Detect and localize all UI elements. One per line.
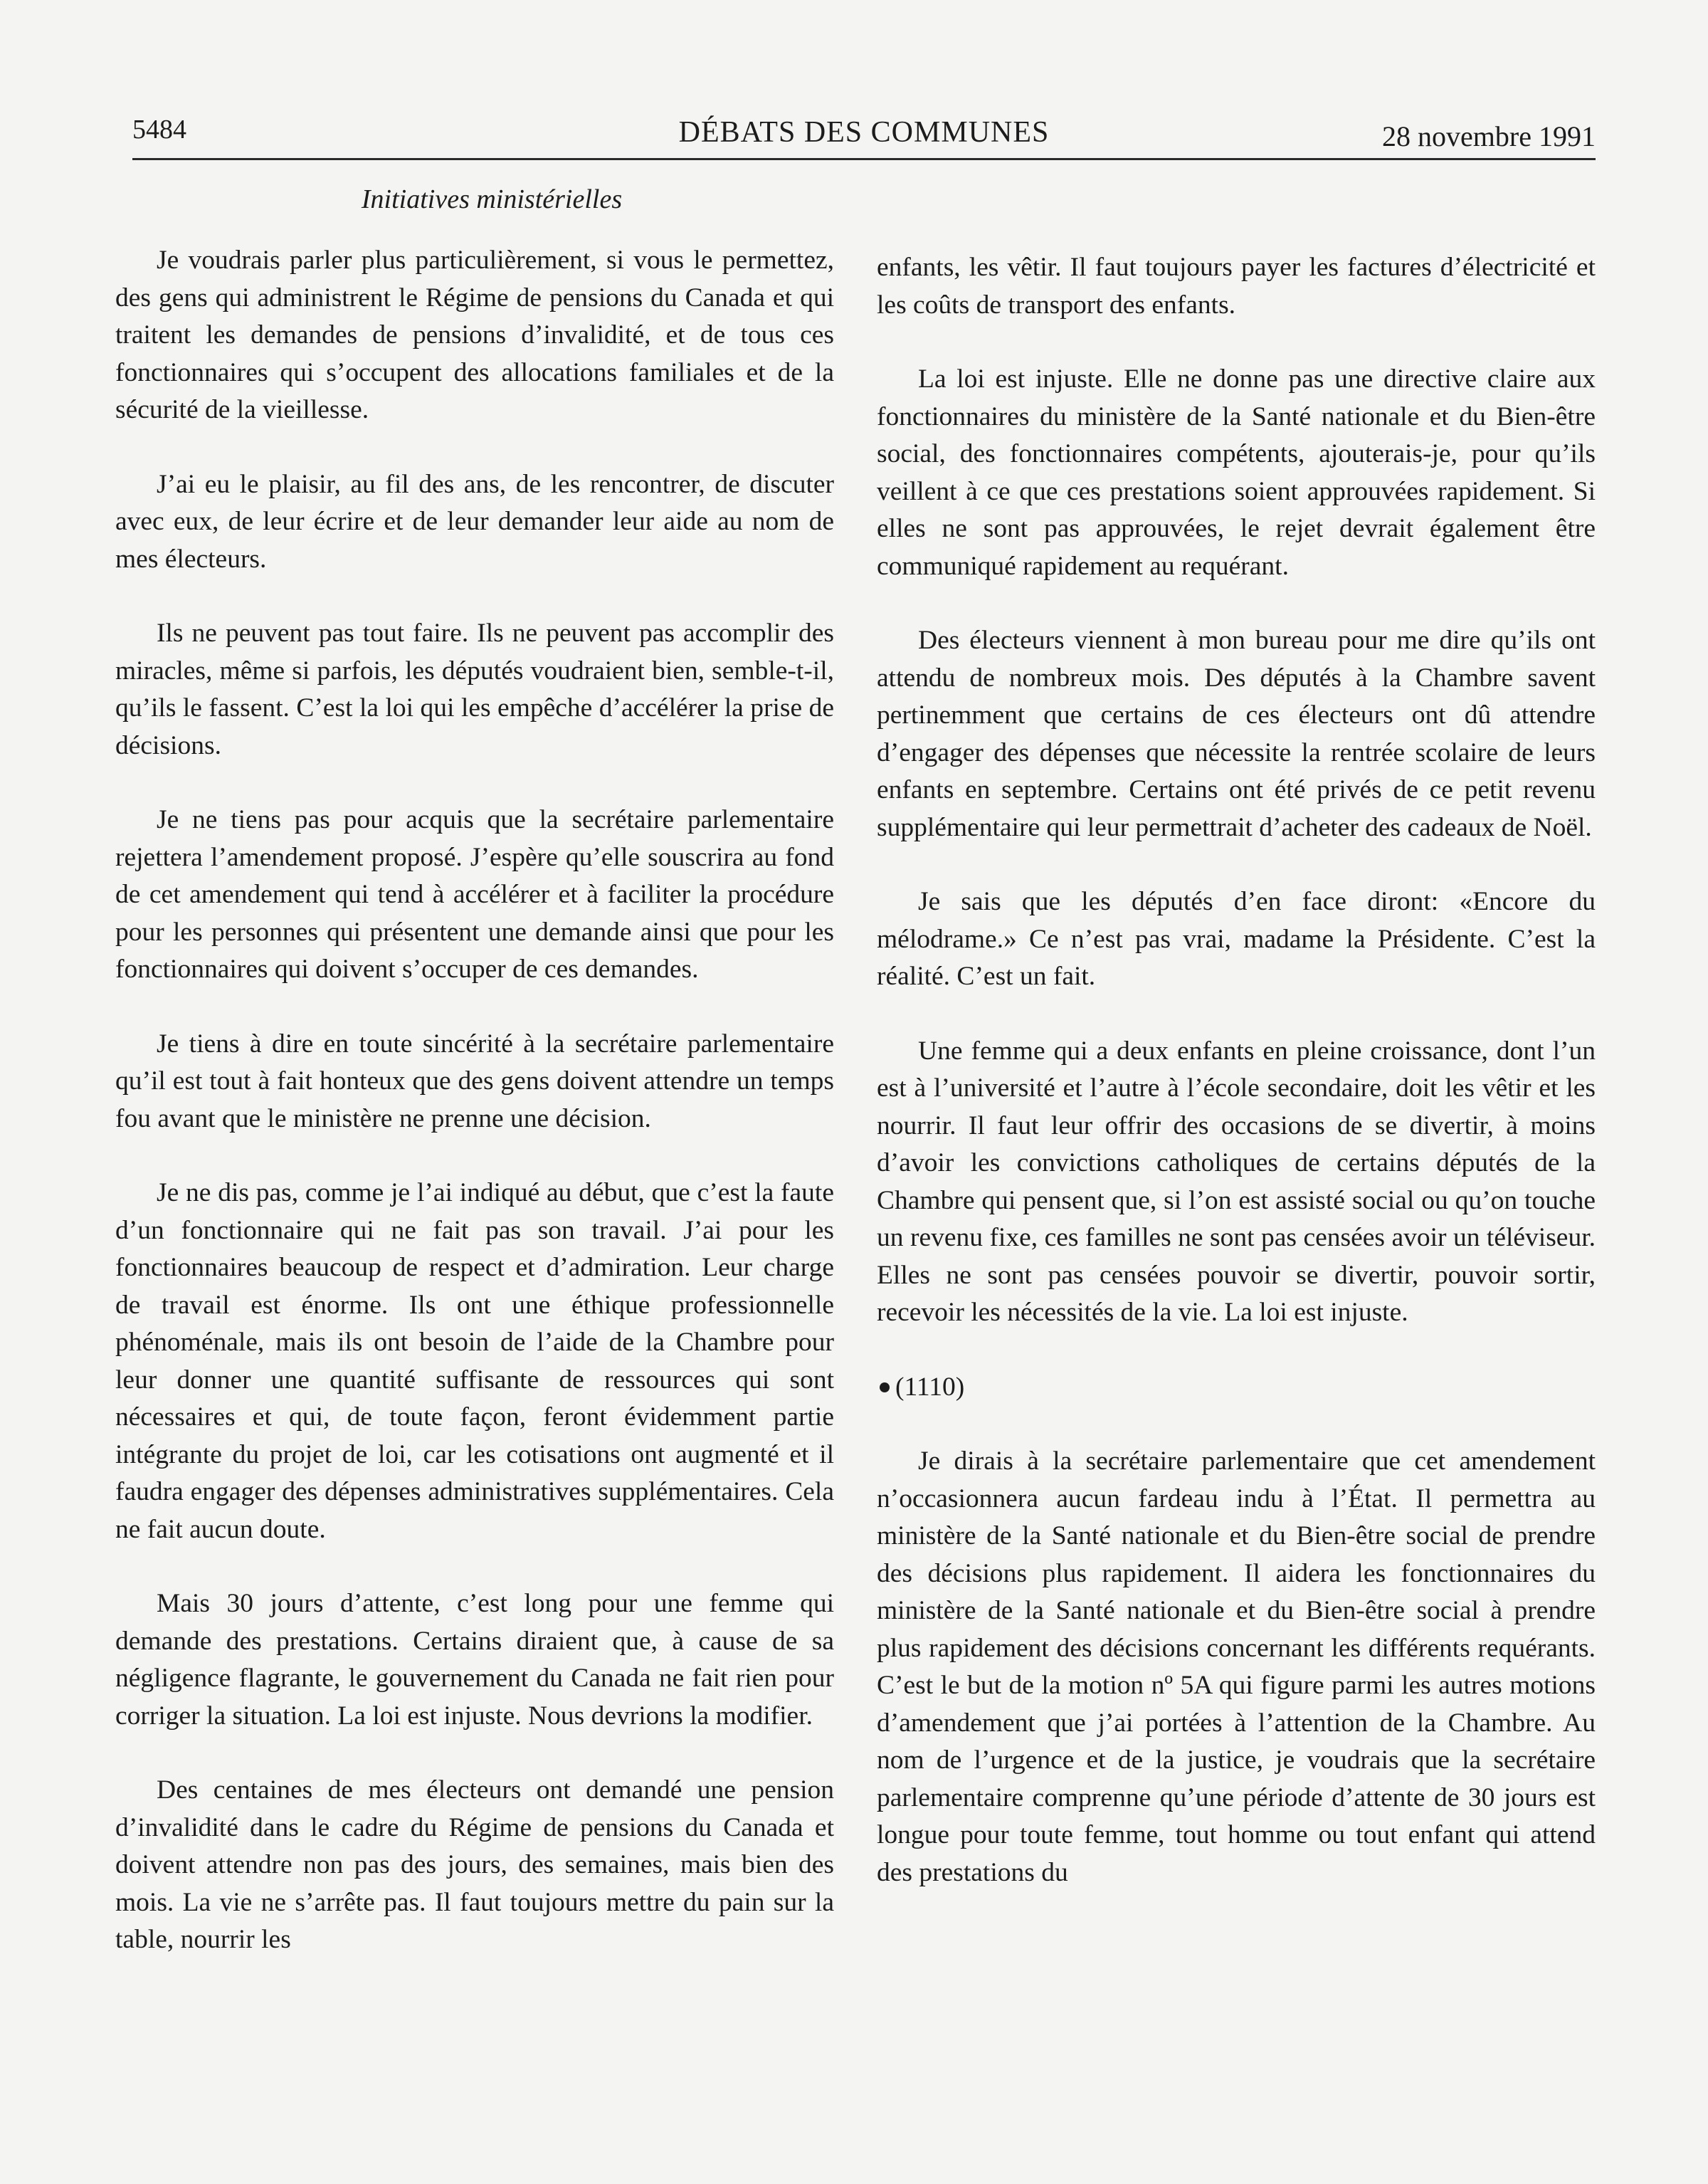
- section-title: Initiatives ministérielles: [361, 184, 623, 214]
- paragraph: Mais 30 jours d’attente, c’est long pour une femme qui demande des prestations. Certains diraient que, à cause de sa négligence flagrante, le gouvernement du Canada ne fait rien pour corriger la situation. La loi est injuste. Nous devrions la modifier.: [115, 1589, 834, 1731]
- time-marker-label: (1110): [895, 1372, 965, 1402]
- paragraph: La loi est injuste. Elle ne donne pas une directive claire aux fonctionnaires du ministère de la Santé nationale et du Bien-être social, des fonctionnaires compétents, ajouterais-je, pour qu’ils veillent à ce que ces prestations soient approuvées rapidement. Si elles ne sont pas approuvées, le rejet devrait également être communiqué rapidement au requérant.: [877, 364, 1596, 581]
- right-column: [877, 249, 1596, 1928]
- time-marker: [877, 1369, 1596, 1407]
- paragraph: Je ne dis pas, comme je l’ai indiqué au début, que c’est la faute d’un fonctionnaire qui ne fait pas son travail. J’ai pour les fonctionnaires beaucoup de respect et d’admiration. Leur charge de travail est énorme. Ils ont une éthique professionnelle phénoménale, mais ils ont besoin de l’aide de la Chambre pour leur donner une quantité suffisante de ressources qui sont nécessaires et qui, de toute façon, feront évidemment partie intégrante du projet de loi, car les cotisations ont augmenté et il faudra engager des dépenses administratives supplémentaires. Cela ne fait aucun doute.: [115, 1178, 834, 1544]
- paragraph: Je dirais à la secrétaire parlementaire que cet amendement n’occasionnera aucun fardeau indu à l’État. Il permettra au ministère de la Santé nationale et du Bien-être social de prendre des décisions plus rapidement. Il aidera les fonctionnaires du ministère de la Santé nationale et du Bien-être social à prendre plus rapidement des décisions concernant les différents requérants. C’est le but de la motion nº 5A qui figure parmi les autres motions d’amendement que j’ai portées à l’attention de la Chambre. Au nom de l’urgence et de la justice, je voudrais que la secrétaire parlementaire comprenne qu’une période d’attente de 30 jours est longue pour toute femme, tout homme ou tout enfant qui attend des prestations du: [877, 1447, 1596, 1887]
- publication-title: DÉBATS DES COMMUNES: [678, 116, 1050, 149]
- paragraph: Je ne tiens pas pour acquis que la secrétaire parlementaire rejettera l’amendement proposé. J’espère qu’elle souscrira au fond de cet amendement qui tend à accélérer et à faciliter la procédure pour les personnes qui présentent une demande ainsi que pour les fonctionnaires qui doivent s’occuper de ces demandes.: [115, 805, 834, 984]
- paragraph: J’ai eu le plaisir, au fil des ans, de les rencontrer, de discuter avec eux, de leur écrire et de leur demander leur aide au nom de mes électeurs.: [115, 469, 834, 574]
- page-header: [132, 114, 1596, 159]
- publication-date: 28 novembre 1991: [1382, 120, 1596, 152]
- paragraph: Des électeurs viennent à mon bureau pour me dire qu’ils ont attendu de nombreux mois. Des députés à la Chambre savent pertinemment que certains de ces électeurs ont dû attendre d’engager des dépenses que nécessite la rentrée scolaire de leurs enfants en septembre. Certains ont été privés de ce petit revenu supplémentaire qui leur permettrait d’acheter des cadeaux de Noël.: [877, 626, 1596, 842]
- paragraph: Je voudrais parler plus particulièrement, si vous le permettez, des gens qui administrent le Régime de pensions du Canada et qui traitent les demandes de pensions d’invalidité, et de tous ces fonctionnaires qui s’occupent des allocations familiales et de la sécurité de la vieillesse.: [115, 246, 834, 424]
- continued-paragraph: enfants, les vêtir. Il faut toujours payer les factures d’électricité et les coûts de transport des enfants.: [877, 253, 1596, 320]
- page-number: 5484: [132, 115, 186, 145]
- paragraph: Une femme qui a deux enfants en pleine croissance, dont l’un est à l’université et l’autre à l’école secondaire, doit les vêtir et les nourrir. Il faut leur offrir des occasions de se divertir, à moins d’avoir les convictions catholiques de certains députés de la Chambre qui pensent que, si l’on est assisté social ou qu’on touche un revenu fixe, ces familles ne sont pas censées avoir un téléviseur. Elles ne sont pas censées pouvoir se divertir, pouvoir sortir, recevoir les nécessités de la vie. La loi est injuste.: [877, 1036, 1596, 1327]
- left-column: [115, 242, 834, 1996]
- paragraph: Ils ne peuvent pas tout faire. Ils ne peuvent pas accomplir des miracles, même si parfois, les députés voudraient bien, semble-t-il, qu’ils le fassent. C’est la loi qui les empêche d’accélérer la prise de décisions.: [115, 619, 834, 760]
- header-rule: [132, 158, 1596, 160]
- paragraph: Des centaines de mes électeurs ont demandé une pension d’invalidité dans le cadre du Régime de pensions du Canada et doivent attendre non pas des jours, des semaines, mais bien des mois. La vie ne s’arrête pas. Il faut toujours mettre du pain sur la table, nourrir les: [115, 1775, 834, 1954]
- bullet-icon: [880, 1382, 890, 1392]
- paragraph: Je sais que les députés d’en face diront: «Encore du mélodrame.» Ce n’est pas vrai, madame la Présidente. C’est la réalité. C’est un fait.: [877, 887, 1596, 991]
- paragraph: Je tiens à dire en toute sincérité à la secrétaire parlementaire qu’il est tout à fait honteux que des gens doivent attendre un temps fou avant que le ministère ne prenne une décision.: [115, 1029, 834, 1133]
